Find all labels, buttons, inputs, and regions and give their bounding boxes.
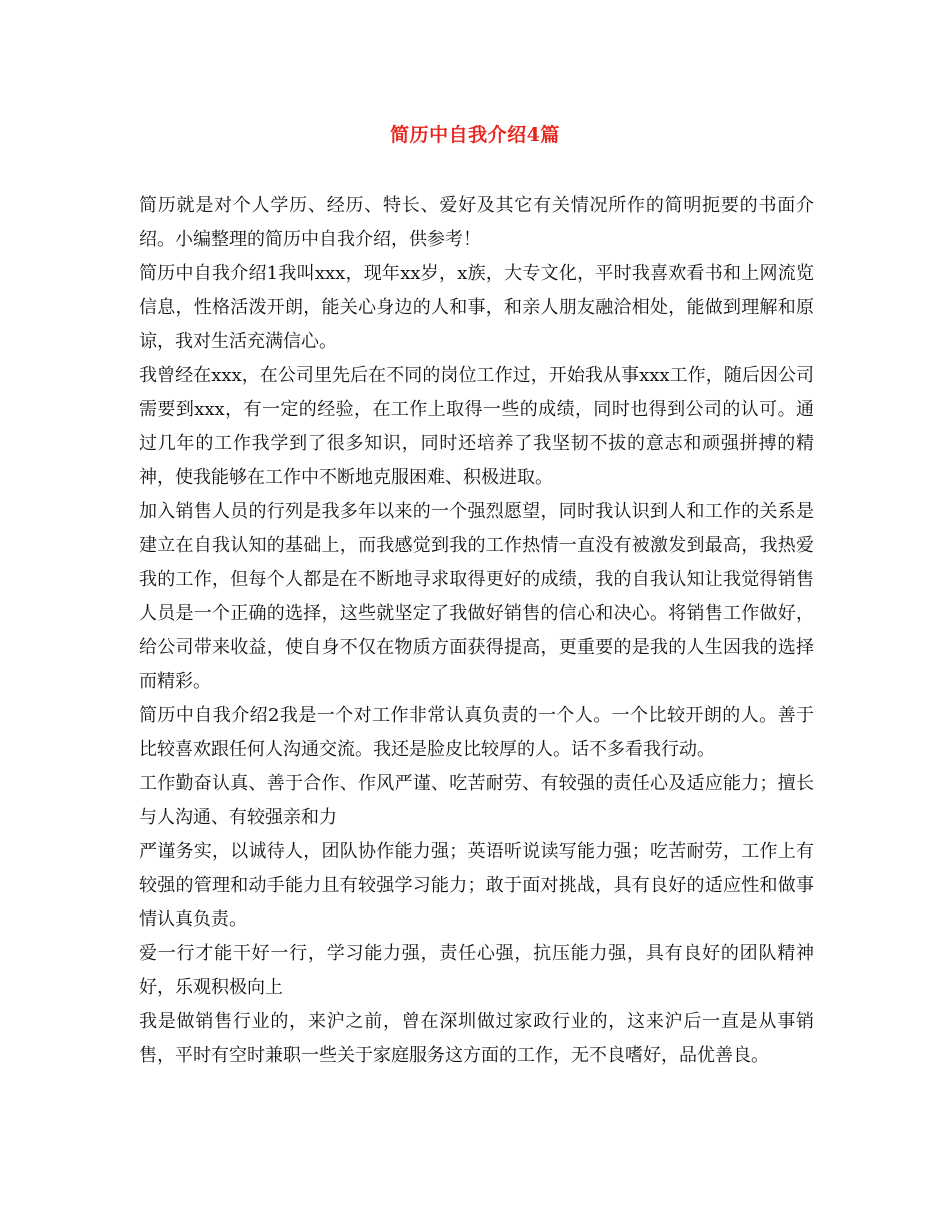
paragraph-intro-2: 简历中自我介绍2我是一个对工作非常认真负责的一个人。一个比较开朗的人。善于比较喜欢跟任何人沟通交流。我还是脸皮比较厚的人。话不多看我行动。 (139, 705, 814, 760)
paragraph-work-traits: 工作勤奋认真、善于合作、作风严谨、吃苦耐劳、有较强的责任心及适应能力；擅长与人沟通、有较强亲和力 (139, 773, 814, 828)
paragraph-intro-1: 简历中自我介绍1我叫xxx，现年xx岁，x族，大专文化，平时我喜欢看书和上网流览信息，性格活泼开朗，能关心身边的人和事，和亲人朋友融洽相处，能做到理解和原谅，我对生活充满信心。 (139, 263, 814, 352)
paragraph-sales-goal: 加入销售人员的行列是我多年以来的一个强烈愿望，同时我认识到人和工作的关系是建立在自我认知的基础上，而我感觉到我的工作热情一直没有被激发到最高，我热爱我的工作，但每个人都是在不断地寻求取得更好的成绩，我的自我认知让我觉得销售人员是一个正确的选择，这些就坚定了我做好销售的信心和决心。将销售工作做好，给公司带来收益，使自身不仅在物质方面获得提高，更重要的是我的人生因我的选择而精彩。 (139, 501, 814, 692)
document-title: 简历中自我介绍4篇 (390, 124, 560, 146)
paragraph-strengths: 严谨务实，以诚待人，团队协作能力强；英语听说读写能力强；吃苦耐劳，工作上有较强的管理和动手能力且有较强学习能力；敢于面对挑战，具有良好的适应性和做事情认真负责。 (139, 841, 814, 930)
paragraph-attitude: 爱一行才能干好一行，学习能力强，责任心强，抗压能力强，具有良好的团队精神好，乐观积极向上 (139, 943, 814, 998)
document-body (139, 189, 814, 1073)
paragraph-intro: 简历就是对个人学历、经历、特长、爱好及其它有关情况所作的简明扼要的书面介绍。小编整理的简历中自我介绍，供参考！ (139, 195, 814, 250)
paragraph-work-history: 我曾经在xxx，在公司里先后在不同的岗位工作过，开始我从事xxx工作，随后因公司需要到xxx，有一定的经验，在工作上取得一些的成绩，同时也得到公司的认可。通过几年的工作我学到了很多知识，同时还培养了我坚韧不拔的意志和顽强拼搏的精神，使我能够在工作中不断地克服困难、积极进取。 (139, 365, 814, 488)
paragraph-background: 我是做销售行业的，来沪之前，曾在深圳做过家政行业的，这来沪后一直是从事销售，平时有空时兼职一些关于家庭服务这方面的工作，无不良嗜好，品优善良。 (139, 1011, 814, 1066)
